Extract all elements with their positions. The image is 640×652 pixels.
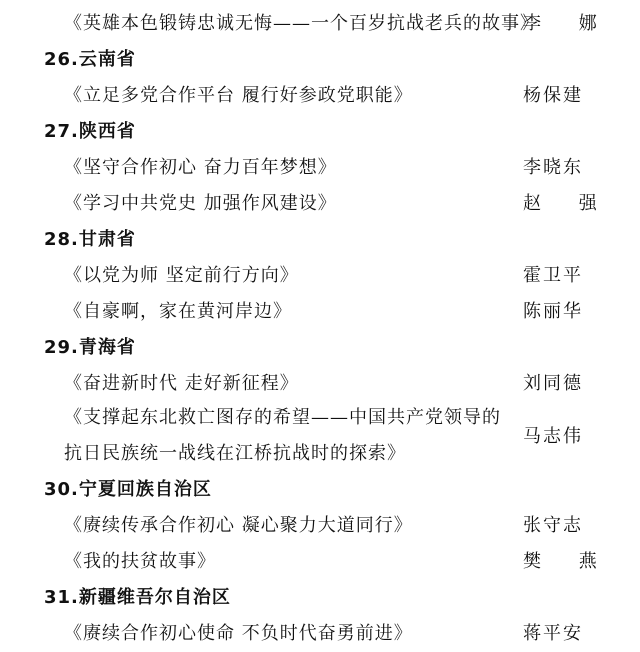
article-title: 《奋进新时代 走好新征程》 [64, 373, 299, 394]
author-name: 刘同德 [523, 373, 583, 394]
article-title: 《学习中共党史 加强作风建设》 [64, 193, 337, 214]
province-heading: 28.甘肃省 [44, 229, 136, 250]
author-name: 李 娜 [523, 13, 613, 34]
province-heading: 26.云南省 [44, 49, 136, 70]
author-name: 蒋平安 [523, 623, 583, 644]
article-title: 《赓续合作初心使命 不负时代奋勇前进》 [64, 623, 413, 644]
article-title-line-1: 《支撑起东北救亡图存的希望——中国共产党领导的 [64, 407, 501, 428]
author-name: 杨保建 [523, 85, 583, 106]
author-name: 李晓东 [523, 157, 583, 178]
province-heading: 27.陕西省 [44, 121, 136, 142]
article-title: 《赓续传承合作初心 凝心聚力大道同行》 [64, 515, 413, 536]
province-heading: 31.新疆维吾尔自治区 [44, 587, 231, 608]
article-title: 《自豪啊，家在黄河岸边》 [64, 301, 292, 322]
article-title-line-2: 抗日民族统一战线在江桥抗战时的探索》 [64, 443, 406, 464]
author-name: 樊 燕 [523, 551, 613, 572]
article-title: 《立足多党合作平台 履行好参政党职能》 [64, 85, 413, 106]
article-title: 《英雄本色锻铸忠诚无悔——一个百岁抗战老兵的故事》 [64, 13, 539, 34]
author-name: 张守志 [523, 515, 583, 536]
author-name: 赵 强 [523, 193, 613, 214]
author-name: 霍卫平 [523, 265, 583, 286]
article-title: 《坚守合作初心 奋力百年梦想》 [64, 157, 337, 178]
province-heading: 30.宁夏回族自治区 [44, 479, 212, 500]
province-heading: 29.青海省 [44, 337, 136, 358]
article-title: 《我的扶贫故事》 [64, 551, 216, 572]
article-title: 《以党为师 坚定前行方向》 [64, 265, 299, 286]
author-name: 陈丽华 [523, 301, 583, 322]
author-name: 马志伟 [523, 426, 583, 447]
